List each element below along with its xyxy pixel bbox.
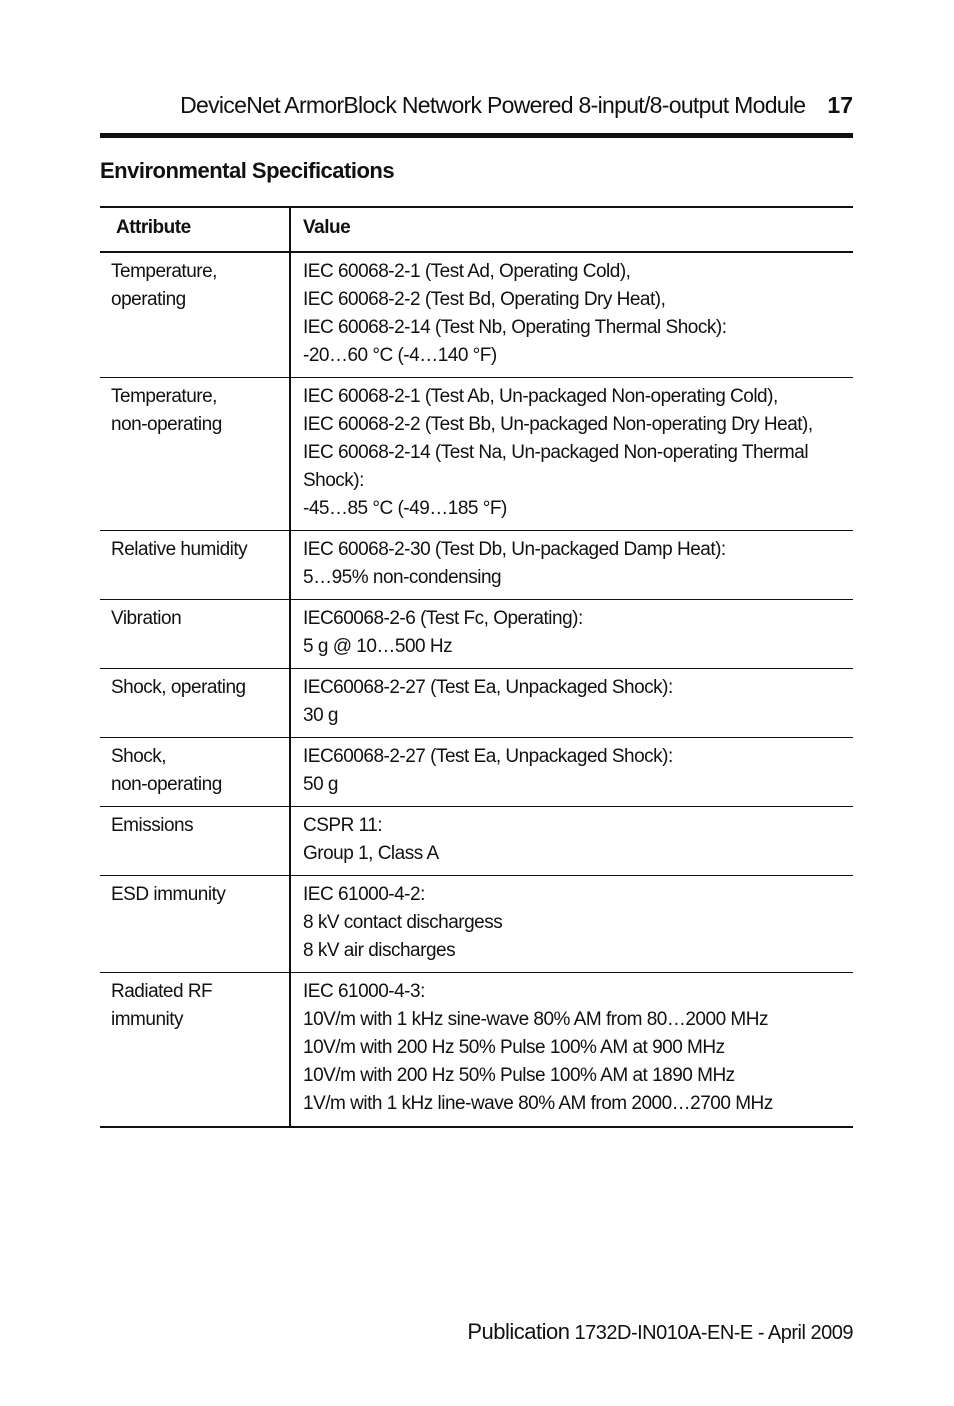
attribute-cell xyxy=(100,738,290,807)
value-text: IEC60068-2-27 (Test Ea, Unpackaged Shock): xyxy=(303,677,673,698)
attribute-text: Shock, operating xyxy=(111,677,246,698)
attribute-text: Shock, xyxy=(111,746,167,767)
value-cell xyxy=(290,531,853,600)
table-row xyxy=(100,973,853,1128)
attribute-text: Radiated RF xyxy=(111,981,213,1002)
header-rule xyxy=(100,133,853,138)
attribute-cell xyxy=(100,876,290,973)
attribute-text: immunity xyxy=(111,1009,184,1030)
attribute-text: Emissions xyxy=(111,815,194,836)
publication-id: 1732D-IN010A-EN-E - April 2009 xyxy=(574,1322,853,1344)
table-row xyxy=(100,876,853,973)
value-text: IEC 61000-4-2: xyxy=(303,884,425,905)
value-text: IEC 60068-2-2 (Test Bb, Un-packaged Non-operating Dry Heat), xyxy=(303,414,813,435)
attribute-cell xyxy=(100,531,290,600)
attribute-text: non-operating xyxy=(111,774,222,795)
table-row xyxy=(100,378,853,531)
attribute-cell xyxy=(100,252,290,378)
value-text: 5 g @ 10…500 Hz xyxy=(303,636,453,657)
table-body xyxy=(100,252,853,1127)
value-cell xyxy=(290,807,853,876)
attribute-cell xyxy=(100,973,290,1128)
table-row xyxy=(100,252,853,378)
value-cell xyxy=(290,738,853,807)
value-text: 50 g xyxy=(303,774,338,795)
value-text: IEC 60068-2-2 (Test Bd, Operating Dry Heat), xyxy=(303,289,666,310)
table-row xyxy=(100,600,853,669)
value-text: IEC 60068-2-14 (Test Na, Un-packaged Non-operating Thermal xyxy=(303,442,809,463)
value-cell xyxy=(290,600,853,669)
attribute-cell xyxy=(100,669,290,738)
value-text: Shock): xyxy=(303,470,364,491)
value-text: -45…85 °C (-49…185 °F) xyxy=(303,498,507,519)
value-text: 10V/m with 200 Hz 50% Pulse 100% AM at 900 MHz xyxy=(303,1037,725,1058)
attribute-text: Temperature, xyxy=(111,261,217,282)
value-text: IEC 61000-4-3: xyxy=(303,981,425,1002)
value-text: IEC 60068-2-30 (Test Db, Un-packaged Damp Heat): xyxy=(303,539,726,560)
attribute-text: ESD immunity xyxy=(111,884,226,905)
attribute-text: Relative humidity xyxy=(111,539,248,560)
value-text: 10V/m with 1 kHz sine-wave 80% AM from 80…2000 MHz xyxy=(303,1009,768,1030)
attribute-cell xyxy=(100,378,290,531)
attribute-text: Vibration xyxy=(111,608,182,629)
value-text: -20…60 °C (-4…140 °F) xyxy=(303,345,497,366)
environmental-spec-table xyxy=(100,206,853,1128)
value-text: IEC 60068-2-1 (Test Ad, Operating Cold), xyxy=(303,261,631,282)
value-text: 8 kV contact dischargess xyxy=(303,912,503,933)
section-title: Environmental Specifications xyxy=(100,158,395,183)
value-text: IEC60068-2-27 (Test Ea, Unpackaged Shock): xyxy=(303,746,673,767)
table-row xyxy=(100,669,853,738)
value-text: Group 1, Class A xyxy=(303,843,439,864)
attribute-text: operating xyxy=(111,289,186,310)
value-cell xyxy=(290,669,853,738)
publication-label: Publication xyxy=(467,1319,570,1344)
attribute-text: non-operating xyxy=(111,414,222,435)
value-cell xyxy=(290,378,853,531)
column-header-attribute: Attribute xyxy=(100,207,290,252)
document-title: DeviceNet ArmorBlock Network Powered 8-input/8-output Module xyxy=(180,92,806,118)
value-text: 10V/m with 200 Hz 50% Pulse 100% AM at 1890 MHz xyxy=(303,1065,735,1086)
publication-footer xyxy=(467,1319,853,1345)
value-text: 30 g xyxy=(303,705,338,726)
table-header-row xyxy=(100,207,853,252)
table-row xyxy=(100,531,853,600)
value-text: CSPR 11: xyxy=(303,815,383,836)
value-text: IEC 60068-2-14 (Test Nb, Operating Thermal Shock): xyxy=(303,317,727,338)
value-cell xyxy=(290,252,853,378)
value-text: IEC60068-2-6 (Test Fc, Operating): xyxy=(303,608,583,629)
value-text: 5…95% non-condensing xyxy=(303,567,502,588)
table-row xyxy=(100,738,853,807)
value-text: 1V/m with 1 kHz line-wave 80% AM from 2000…2700 MHz xyxy=(303,1093,773,1114)
value-text: IEC 60068-2-1 (Test Ab, Un-packaged Non-operating Cold), xyxy=(303,386,778,407)
value-cell xyxy=(290,876,853,973)
attribute-text: Temperature, xyxy=(111,386,217,407)
page-number: 17 xyxy=(827,92,853,118)
attribute-cell xyxy=(100,600,290,669)
value-text: 8 kV air discharges xyxy=(303,940,456,961)
column-header-value: Value xyxy=(290,207,853,252)
running-header xyxy=(100,92,853,119)
attribute-cell xyxy=(100,807,290,876)
table-row xyxy=(100,807,853,876)
value-cell xyxy=(290,973,853,1128)
